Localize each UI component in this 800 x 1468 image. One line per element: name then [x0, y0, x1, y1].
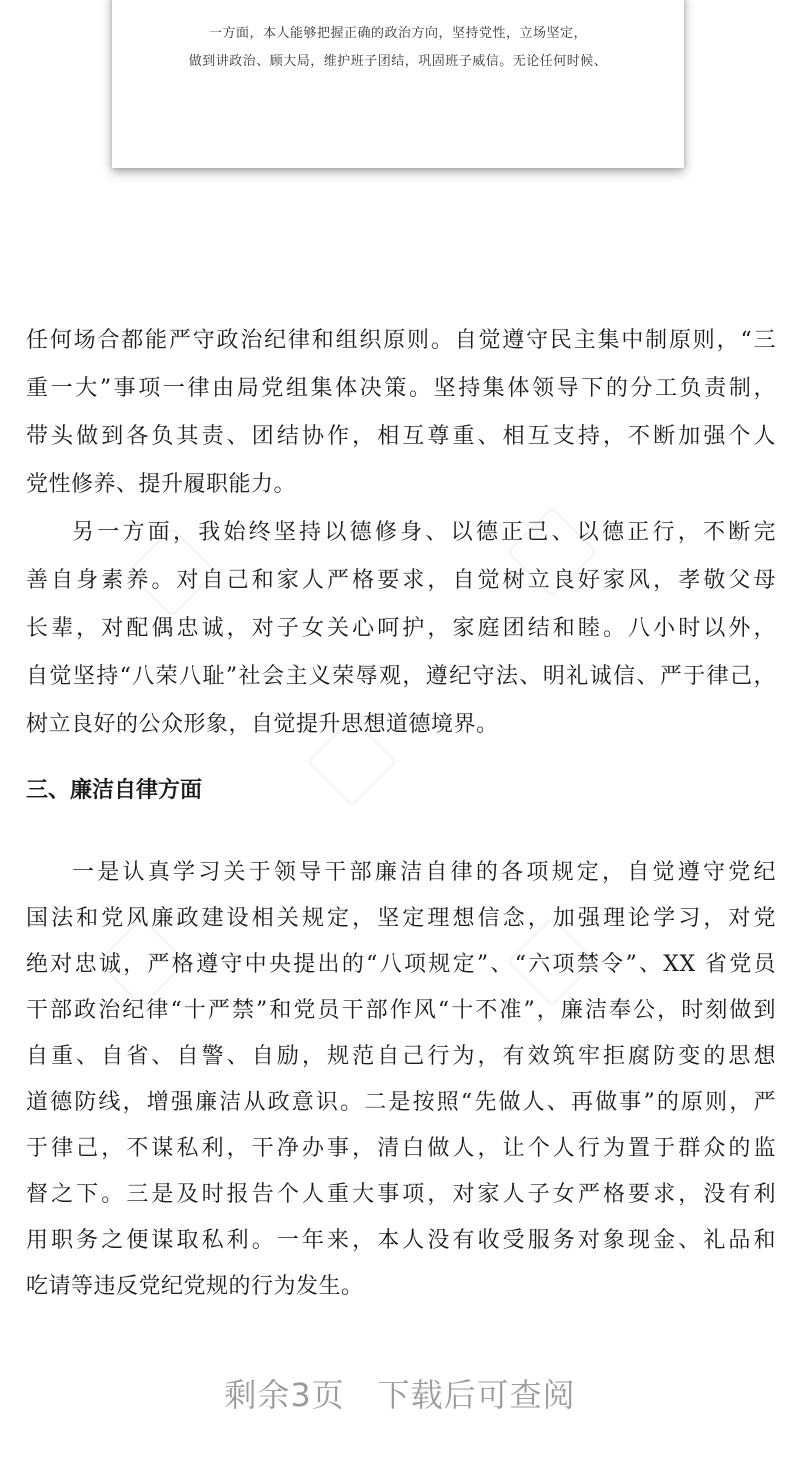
paragraph-line: 重一大”事项一律由局党组集体决策。坚持集体领导下的分工负责制，: [26, 376, 776, 401]
section-heading: 三、廉洁自律方面: [26, 778, 203, 803]
paragraph-line: 绝对忠诚，严格遵守中央提出的“八项规定”、“六项禁令”、XX 省党员: [26, 952, 776, 977]
paragraph-line: 党性修养、提升履职能力。: [26, 472, 297, 497]
paragraph-line: 于律己，不谋私利，干净办事，清白做人，让个人行为置于群众的监: [26, 1136, 776, 1161]
paragraph-line: 树立良好的公众形象，自觉提升思想道德境界。: [26, 712, 499, 737]
paragraph-line: 自重、自省、自警、自励，规范自己行为，有效筑牢拒腐防变的思想: [26, 1044, 776, 1069]
paragraph-line: 用职务之便谋取私利。一年来，本人没有收受服务对象现金、礼品和: [26, 1228, 776, 1253]
paragraph-line: 吃请等违反党纪党规的行为发生。: [26, 1274, 364, 1299]
paragraph-line: 国法和党风廉政建设相关规定，坚定理想信念，加强理论学习，对党: [26, 906, 776, 931]
paragraph-line: 带头做到各负其责、团结协作，相互尊重、相互支持，不断加强个人: [26, 424, 776, 449]
preview-line-2: 做到讲政治、顾大局，维护班子团结，巩固班子威信。无论任何时候、: [188, 54, 608, 69]
paragraph-line: 干部政治纪律“十严禁”和党员干部作风“十不准”，廉洁奉公，时刻做到: [26, 998, 776, 1023]
paragraph-line: 另一方面，我始终坚持以德修身、以德正己、以德正行，不断完: [72, 520, 776, 545]
paragraph-line: 自觉坚持“八荣八耻”社会主义荣辱观，遵纪守法、明礼诚信、严于律己，: [26, 664, 776, 689]
paragraph-line: 督之下。三是及时报告个人重大事项，对家人子女严格要求，没有利: [26, 1182, 776, 1207]
paragraph-line: 道德防线，增强廉洁从政意识。二是按照“先做人、再做事”的原则，严: [26, 1090, 776, 1115]
paragraph-line: 长辈，对配偶忠诚，对子女关心呵护，家庭团结和睦。八小时以外，: [26, 616, 776, 641]
paragraph-line: 任何场合都能严守政治纪律和组织原则。自觉遵守民主集中制原则，“三: [26, 328, 776, 353]
preview-card: [112, 0, 684, 168]
paragraph-line: 一是认真学习关于领导干部廉洁自律的各项规定，自觉遵守党纪: [72, 860, 776, 885]
paragraph-line: 善自身素养。对自己和家人严格要求，自觉树立良好家风，孝敬父母: [26, 568, 776, 593]
download-prompt[interactable]: 剩余3页 下载后可查阅: [224, 1376, 576, 1414]
preview-line-1: 一方面，本人能够把握正确的政治方向，坚持党性，立场坚定，: [208, 26, 587, 41]
